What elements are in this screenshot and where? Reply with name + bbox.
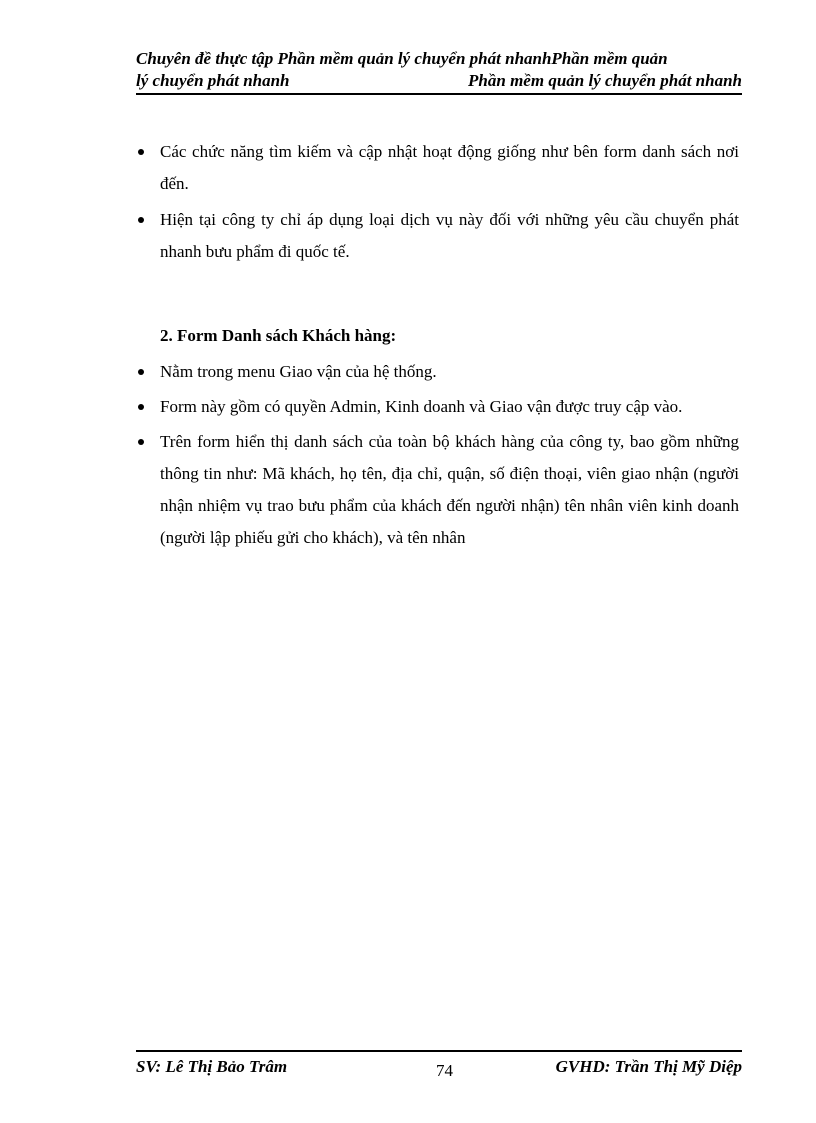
list-item bbox=[136, 136, 739, 200]
list-item bbox=[136, 204, 739, 268]
list-item-text: Form này gồm có quyền Admin, Kinh doanh và Giao vận được truy cập vào. bbox=[160, 397, 683, 416]
bullet-dot-icon bbox=[138, 217, 144, 223]
intro-bullet-list bbox=[136, 136, 739, 268]
list-item-text: Hiện tại công ty chỉ áp dụng loại dịch vụ này đối với những yêu cầu chuyển phát nhanh bưu phẩm đi quốc tế. bbox=[160, 210, 739, 261]
footer-advisor: GVHD: Trần Thị Mỹ Diệp bbox=[555, 1057, 742, 1076]
page-content bbox=[136, 136, 739, 557]
header-title-line2-right: Phần mềm quản lý chuyển phát nhanh bbox=[468, 71, 742, 90]
list-item bbox=[136, 356, 739, 388]
section-heading: 2. Form Danh sách Khách hàng: bbox=[160, 326, 397, 345]
list-item bbox=[136, 391, 739, 423]
list-item-text: Các chức năng tìm kiếm và cập nhật hoạt động giống như bên form danh sách nơi đến. bbox=[160, 142, 739, 193]
header-title-line2 bbox=[136, 70, 742, 92]
footer-student: SV: Lê Thị Bảo Trâm bbox=[136, 1057, 288, 1076]
page-header bbox=[136, 48, 742, 95]
bullet-dot-icon bbox=[138, 149, 144, 155]
page-footer bbox=[136, 1050, 742, 1080]
bullet-dot-icon bbox=[138, 404, 144, 410]
section-bullet-list bbox=[136, 356, 739, 554]
header-title-line2-left: lý chuyển phát nhanh bbox=[136, 71, 290, 90]
bullet-dot-icon bbox=[138, 369, 144, 375]
header-title-line1: Chuyên đề thực tập Phần mềm quản lý chuyển phát nhanhPhần mềm quản bbox=[136, 49, 668, 68]
page-number: 74 bbox=[436, 1061, 453, 1080]
list-item-text: Trên form hiển thị danh sách của toàn bộ khách hàng của công ty, bao gồm những thông tin như: Mã khách, họ tên, địa chỉ, quận, số điện thoại, viên giao nhận (người nhận nhiệm vụ trao bưu phẩm của khách đến người nhận) tên nhân viên kinh doanh (người lập phiếu gửi cho khách), và tên nhân bbox=[160, 432, 739, 547]
list-item bbox=[136, 426, 739, 554]
bullet-dot-icon bbox=[138, 439, 144, 445]
list-item-text: Nằm trong menu Giao vận của hệ thống. bbox=[160, 362, 437, 381]
